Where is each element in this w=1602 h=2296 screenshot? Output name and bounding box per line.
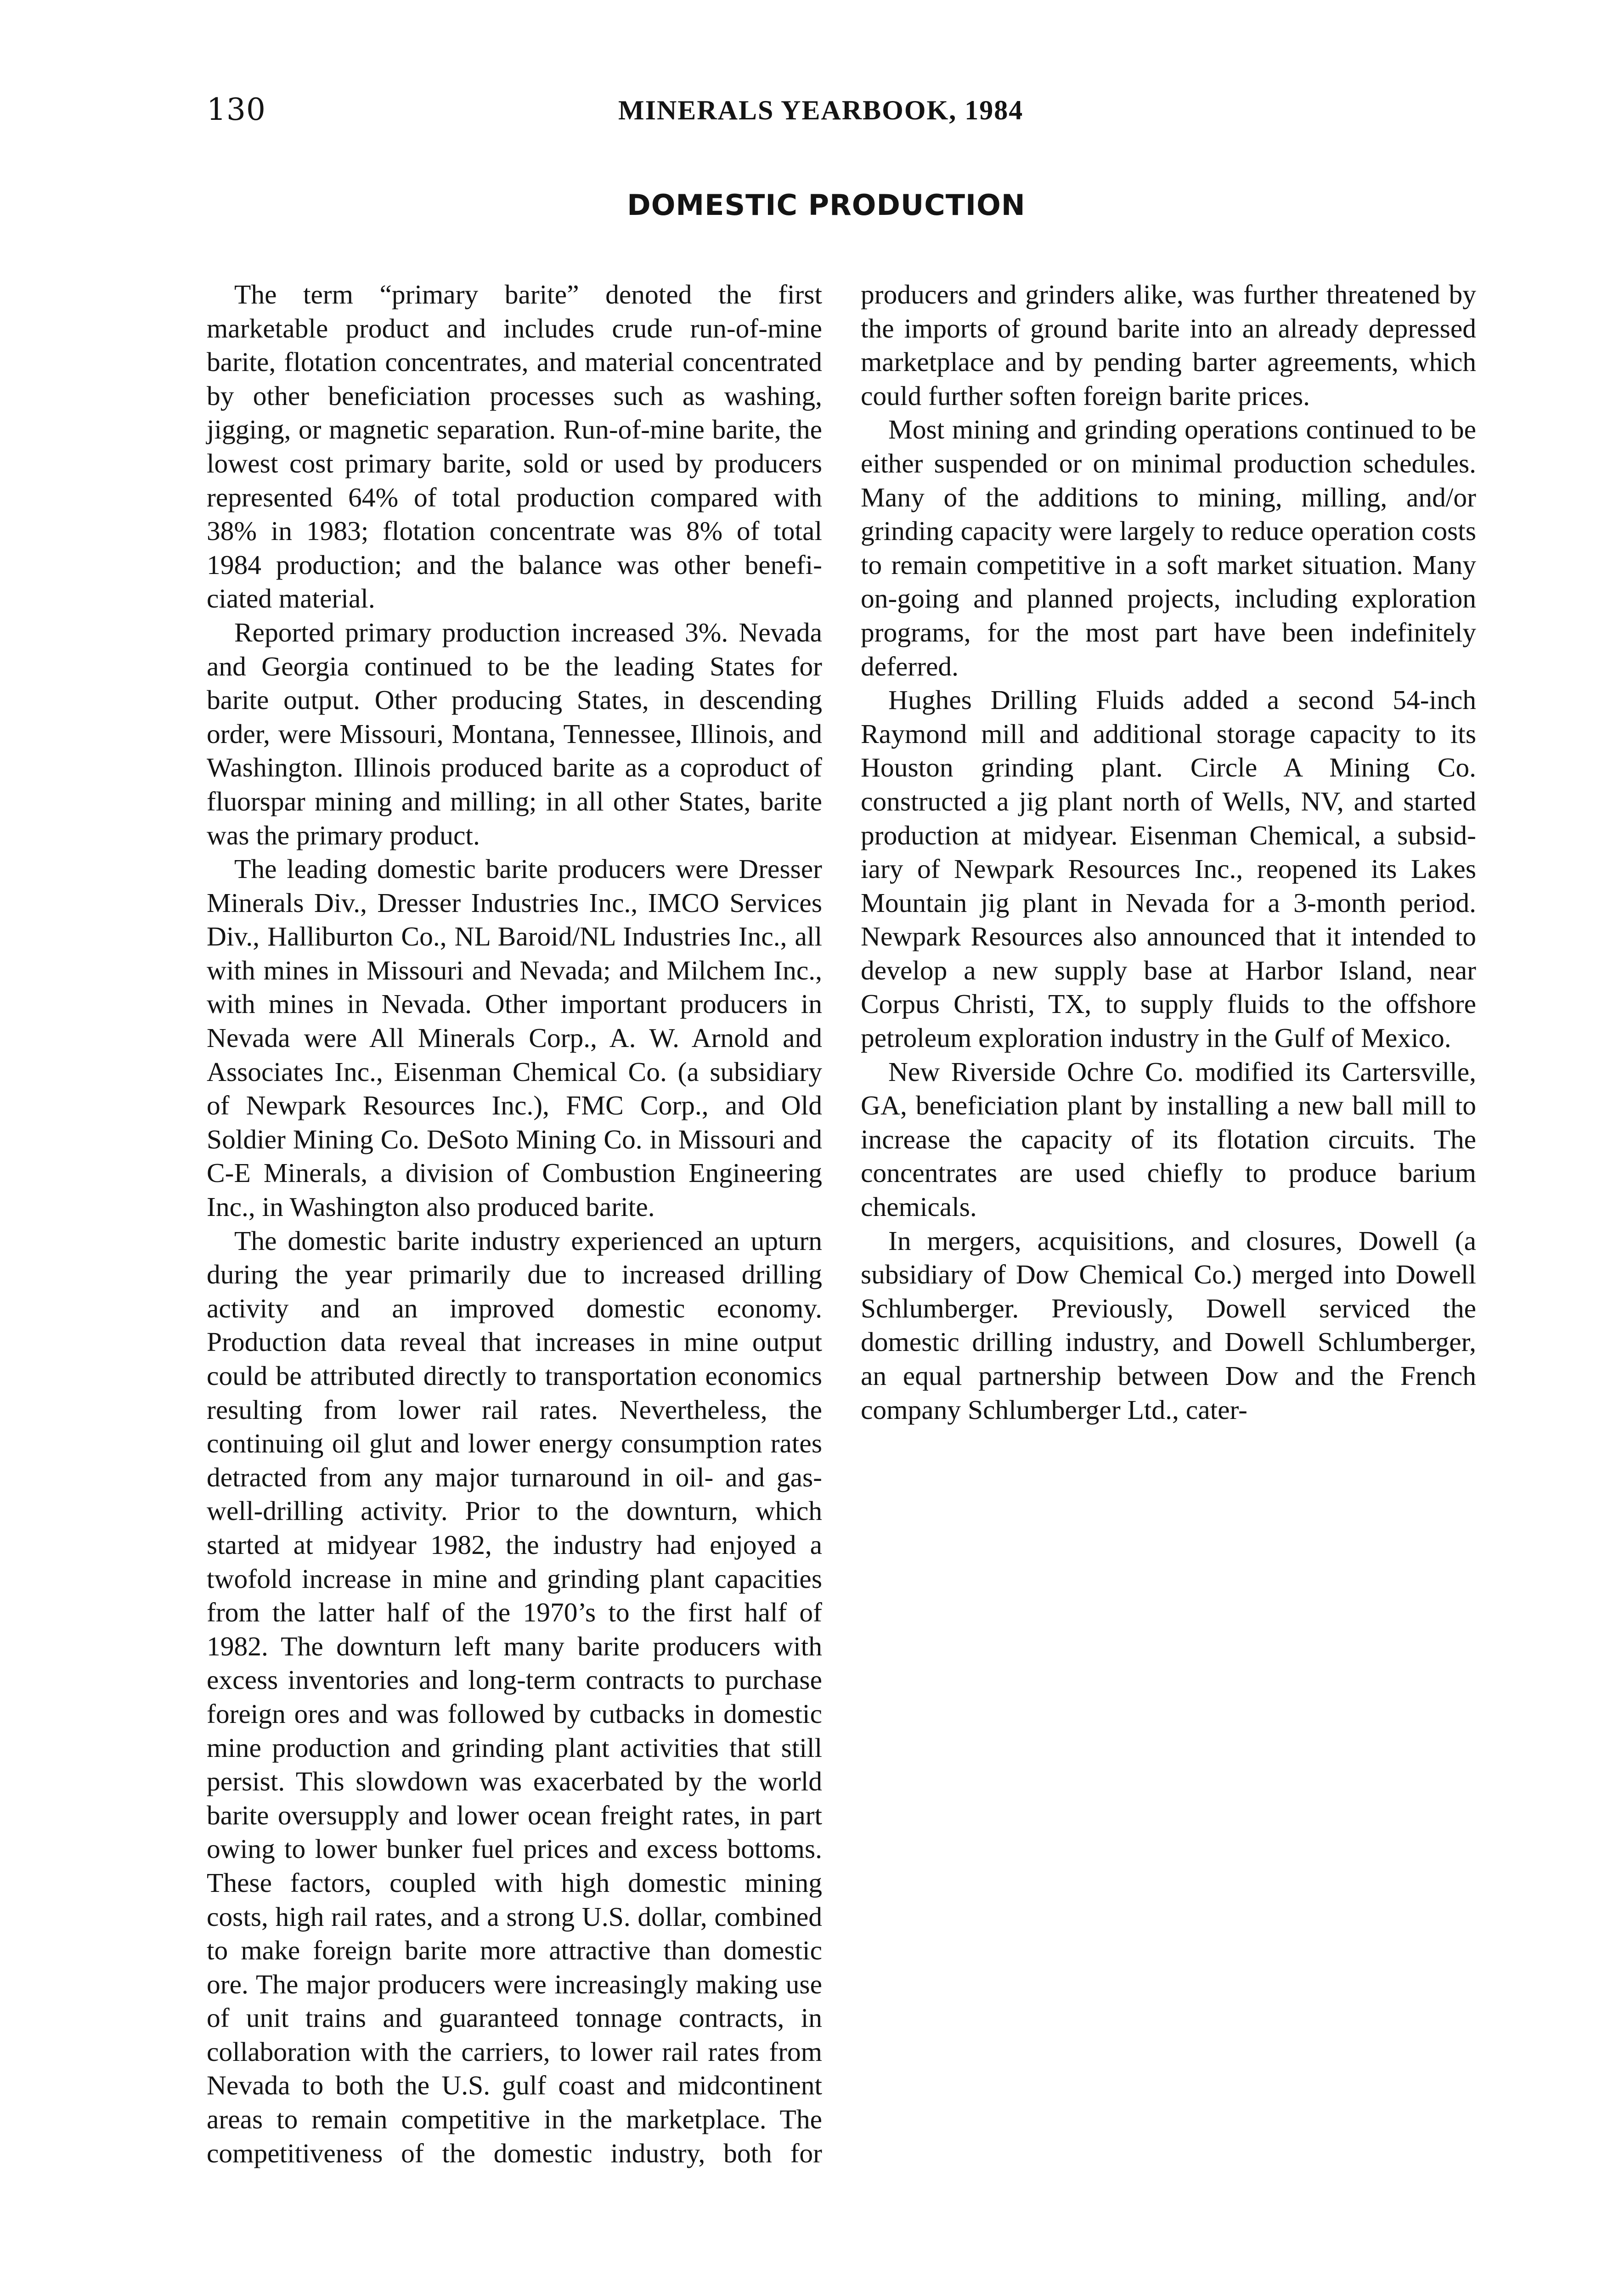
section-title: DOMESTIC PRODUCTION (627, 188, 1026, 222)
right-column (861, 278, 1476, 1427)
running-head: MINERALS YEARBOOK, 1984 (618, 95, 1024, 125)
left-column (207, 278, 822, 2170)
paragraph-mergers: In mergers, acquisitions, and closures, Dowell (a subsidiary of Dow Chemical Co.) merged into Dowell Schlumberger. Previously, Dowell serviced the domestic drilling industry, and Dowell Schlumberger, an equal partnership between Dow and the French company Schlumberger Ltd., cater- (861, 1225, 1476, 1425)
paragraph-primary-barite: The term “primary barite” denoted the first marketable product and includes crude run-of-mine barite, flotation concentrates, and material concentrated by other beneficiation processes such as washing, jigging, or magnetic separation. Run-of-mine barite, the lowest cost primary barite, sold or used by producers represented 64% of total production compared with 38% in 1983; flotation concentrate was 8% of total 1984 production; and the balance was other beneficiated material. (207, 279, 822, 614)
page-header (207, 92, 1602, 142)
paragraph-new-riverside: New Riverside Ochre Co. modified its Cartersville, GA, beneficiation plant by installing a new ball mill to increase the capacity of its flotation circuits. The concentrates are used chiefly to produce barium chemicals. (861, 1056, 1476, 1222)
paragraph-reported-production: Reported primary production increased 3%. Nevada and Georgia continued to be the leading States for barite output. Other producing States, in descending order, were Missouri, Montana, Tennessee, Illinois, and Washington. Illinois produced barite as a coproduct of fluorspar mining and milling; in all other States, barite was the primary product. (207, 617, 822, 850)
paragraph-operations-status: Most mining and grinding operations continued to be either suspended or on minimal production schedules. Many of the additions to mining, milling, and/or grinding capacity were largely to reduce operation costs to remain competitive in a soft market situation. Many on-going and planned projects, including exploration programs, for the most part have been indefinitely deferred. (861, 414, 1476, 681)
paragraph-industry-upturn-continued: producers and grinders alike, was further threatened by the imports of ground barite into an already depressed marketplace and by pending barter agreements, which could further soften foreign barite prices. (861, 279, 1476, 411)
paragraph-industry-upturn: The domestic barite industry experienced an upturn during the year primarily due to increased drilling activity and an improved domestic economy. Production data reveal that increases in mine output could be attributed directly to transportation economics resulting from lower rail rates. Nevertheless, the continuing oil glut and lower energy consumption rates detracted from any major turnaround in oil- and gas-well-drilling activity. Prior to the downturn, which started at midyear 1982, the industry had enjoyed a twofold increase in mine and grinding plant capacities from the latter half of the 1970’s to the first half of 1982. The downturn left many barite producers with excess inventories and long-term contracts to purchase foreign ores and was followed by cutbacks in domestic mine production and grinding plant activities that still persist. This slowdown was exacerbated by the world barite oversupply and lower ocean freight rates, in part owing to lower bunker fuel prices and excess bottoms. These factors, coupled with high domestic mining costs, high rail rates, and a strong U.S. dollar, combined to make foreign barite more attractive than domestic ore. The major producers were increasingly making use of unit trains and guaranteed tonnage contracts, in collaboration with the carriers, to lower rail rates from Nevada to both the U.S. gulf coast and midcontinent areas to remain competitive in the marketplace. The competitiveness of the domestic industry, both for (207, 1225, 822, 2168)
page-number: 130 (207, 92, 266, 127)
paragraph-leading-producers: The leading domestic barite producers were Dresser Minerals Div., Dresser Industries Inc., IMCO Services Div., Halliburton Co., NL Baroid/NL Industries Inc., all with mines in Missouri and Nevada; and Milchem Inc., with mines in Nevada. Other important producers in Nevada were All Minerals Corp., A. W. Arnold and Associates Inc., Eisenman Chemical Co. (a subsidiary of Newpark Resources Inc.), FMC Corp., and Old Soldier Mining Co. DeSoto Mining Co. in Missouri and C-E Minerals, a division of Combustion Engineering Inc., in Washington also produced barite. (207, 854, 822, 1222)
paragraph-capacity-additions: Hughes Drilling Fluids added a second 54-inch Raymond mill and additional storage capacity to its Houston grinding plant. Circle A Mining Co. constructed a jig plant north of Wells, NV, and started production at midyear. Eisenman Chemical, a subsidiary of Newpark Resources Inc., reopened its Lakes Mountain jig plant in Nevada for a 3-month period. Newpark Resources also announced that it intended to develop a new supply base at Harbor Island, near Corpus Christi, TX, to supply fluids to the offshore petroleum exploration industry in the Gulf of Mexico. (861, 685, 1476, 1053)
